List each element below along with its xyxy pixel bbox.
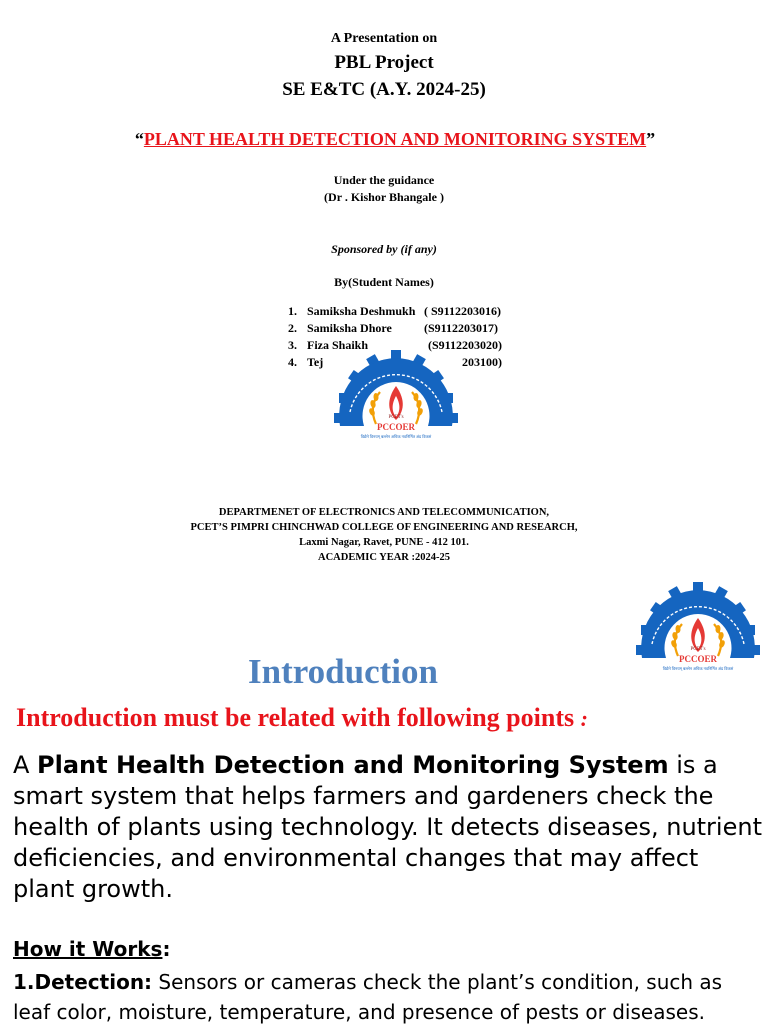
logo-motto: विद्येने विनयम् बल्लेन अधिक नवनिर्मित अंड विकसं (662, 666, 734, 671)
intro-instruction (16, 703, 588, 733)
intro-paragraph-lead: A (13, 751, 38, 779)
detection-point (13, 967, 763, 1027)
academic-year-line: ACADEMIC YEAR :2024-25 (317, 552, 451, 563)
project-title (0, 129, 768, 150)
intro-instruction-colon: : (580, 706, 588, 731)
student-number: 2. (288, 321, 297, 335)
intro-paragraph-bold: Plant Health Detection and Monitoring System (37, 751, 669, 779)
department-line: DEPARTMENET OF ELECTRONICS AND TELECOMMUNICATION, (218, 507, 550, 518)
college-logo-graphic (630, 582, 766, 682)
intro-paragraph (13, 750, 763, 905)
intro-paragraph-rest: is a smart system that helps farmers and gardeners check the health of plants using technology. It detects diseases, nutrient deficiencies, and environmental changes that may affect plant growth. (13, 751, 762, 903)
students-label: By(Student Names) (334, 275, 434, 289)
college-line: PCET’S PIMPRI CHINCHWAD COLLEGE OF ENGINEERING AND RESEARCH, (190, 522, 578, 533)
logo-name-small: PCET's (388, 415, 404, 420)
detection-text: Sensors or cameras check the plant’s condition, such as leaf color, moisture, temperature, and presence of pests or diseases. (13, 970, 723, 1024)
intro-instruction-text: Introduction must be related with following points (16, 703, 575, 732)
student-id: (S9112203020) (428, 338, 503, 352)
title-open-quote: “ (134, 129, 144, 149)
student-row (288, 304, 502, 321)
guidance-label: Under the guidance (333, 173, 435, 187)
department-block (0, 505, 768, 565)
student-id: 203100) (462, 355, 502, 369)
project-name: PBL Project (334, 52, 434, 73)
logo-name-small: PCET's (690, 647, 706, 652)
student-name: Tej (307, 355, 324, 369)
title-close-quote: ” (646, 129, 656, 149)
how-it-works-heading (13, 937, 170, 961)
presentation-label: A Presentation on (330, 31, 438, 46)
logo-motto: विद्येने विनयम् बल्लेन अधिक नवनिर्मित अंड विकसं (360, 434, 432, 439)
detection-label: 1.Detection: (13, 970, 153, 994)
college-logo (328, 350, 464, 450)
logo-name: PCCOER (679, 654, 717, 664)
student-name: Samiksha Deshmukh (307, 304, 416, 318)
student-name: Samiksha Dhore (307, 321, 392, 335)
how-it-works-colon: : (162, 937, 171, 961)
student-number: 3. (288, 338, 297, 352)
guide-name: (Dr . Kishor Bhangale ) (324, 190, 444, 204)
title-text: PLANT HEALTH DETECTION AND MONITORING SYSTEM (143, 129, 647, 149)
student-id: ( S9112203016) (424, 304, 502, 318)
college-logo-slide2 (630, 582, 766, 682)
logo-name: PCCOER (377, 422, 415, 432)
student-id: (S9112203017) (424, 321, 499, 335)
how-it-works-label: How it Works (13, 937, 163, 961)
student-number: 4. (288, 355, 297, 369)
class-year: SE E&TC (A.Y. 2024-25) (282, 79, 486, 100)
college-logo-graphic (328, 350, 464, 450)
sponsored-label: Sponsored by (if any) (331, 242, 437, 256)
student-number: 1. (288, 304, 297, 318)
student-row (288, 321, 502, 338)
address-line: Laxmi Nagar, Ravet, PUNE - 412 101. (299, 537, 469, 548)
introduction-heading: Introduction (248, 652, 438, 691)
student-name: Fiza Shaikh (307, 338, 369, 352)
